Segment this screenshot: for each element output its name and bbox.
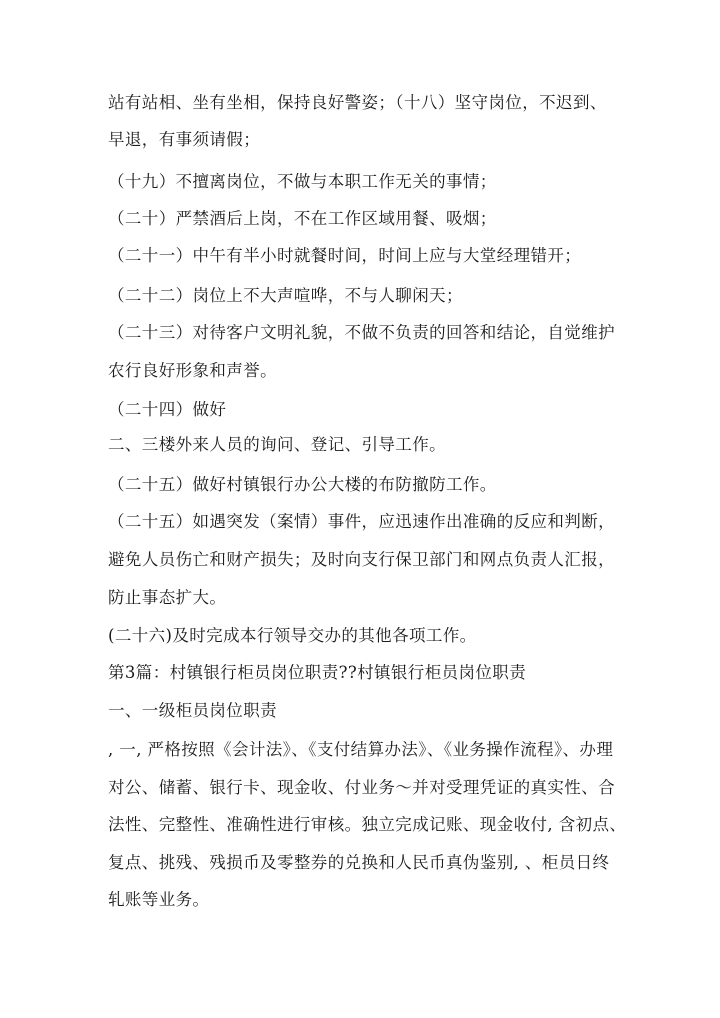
- text-line: 避免人员伤亡和财产损失；及时向支行保卫部门和网点负责人汇报，: [108, 550, 615, 569]
- subsection-heading: 一、一级柜员岗位职责: [108, 701, 277, 720]
- text-line: 站有站相、坐有坐相，保持良好警姿；（十八）坚守岗位，不迟到、: [108, 93, 607, 112]
- text-line: 农行良好形象和声誉。: [108, 361, 277, 380]
- text-line: （二十一）中午有半小时就餐时间，时间上应与大堂经理错开；: [108, 246, 582, 265]
- text-line: (二十六)及时完成本行领导交办的其他各项工作。: [108, 626, 477, 645]
- text-line: 防止事态扩大。: [108, 588, 227, 607]
- text-line: 法性、完整性、准确性进行审核。独立完成记账、现金收付, 含初点、: [108, 815, 627, 834]
- text-line: （二十五）如遇突发（案情）事件，应迅速作出准确的反应和判断，: [108, 512, 615, 531]
- text-line: 早退，有事须请假；: [108, 130, 261, 149]
- text-line: （十九）不擅离岗位，不做与本职工作无关的事情；: [108, 172, 497, 191]
- text-line: （二十）严禁酒后上岗，不在工作区域用餐、吸烟；: [108, 209, 497, 228]
- text-line: （二十二）岗位上不大声喧哗，不与人聊闲天；: [108, 286, 463, 305]
- text-line: , 一, 严格按照《会计法》、《支付结算办法》、《业务操作流程》、办理: [108, 740, 614, 759]
- text-line: （二十三）对待客户文明礼貌，不做不负责的回答和结论，自觉维护: [108, 323, 615, 342]
- text-line: （二十五）做好村镇银行办公大楼的布防撤防工作。: [108, 475, 497, 494]
- text-line: 复点、挑残、残损币及零整券的兑换和人民币真伪鉴别, 、柜员日终: [108, 853, 610, 872]
- text-line: 二、三楼外来人员的询问、登记、引导工作。: [108, 435, 446, 454]
- text-line: 轧账等业务。: [108, 890, 210, 909]
- text-line: （二十四）做好: [108, 400, 227, 419]
- text-line: 对公、储蓄、银行卡、现金收、付业务～并对受理凭证的真实性、合: [108, 778, 615, 797]
- section-heading: 第3篇：村镇银行柜员岗位职责??村镇银行柜员岗位职责: [108, 663, 527, 682]
